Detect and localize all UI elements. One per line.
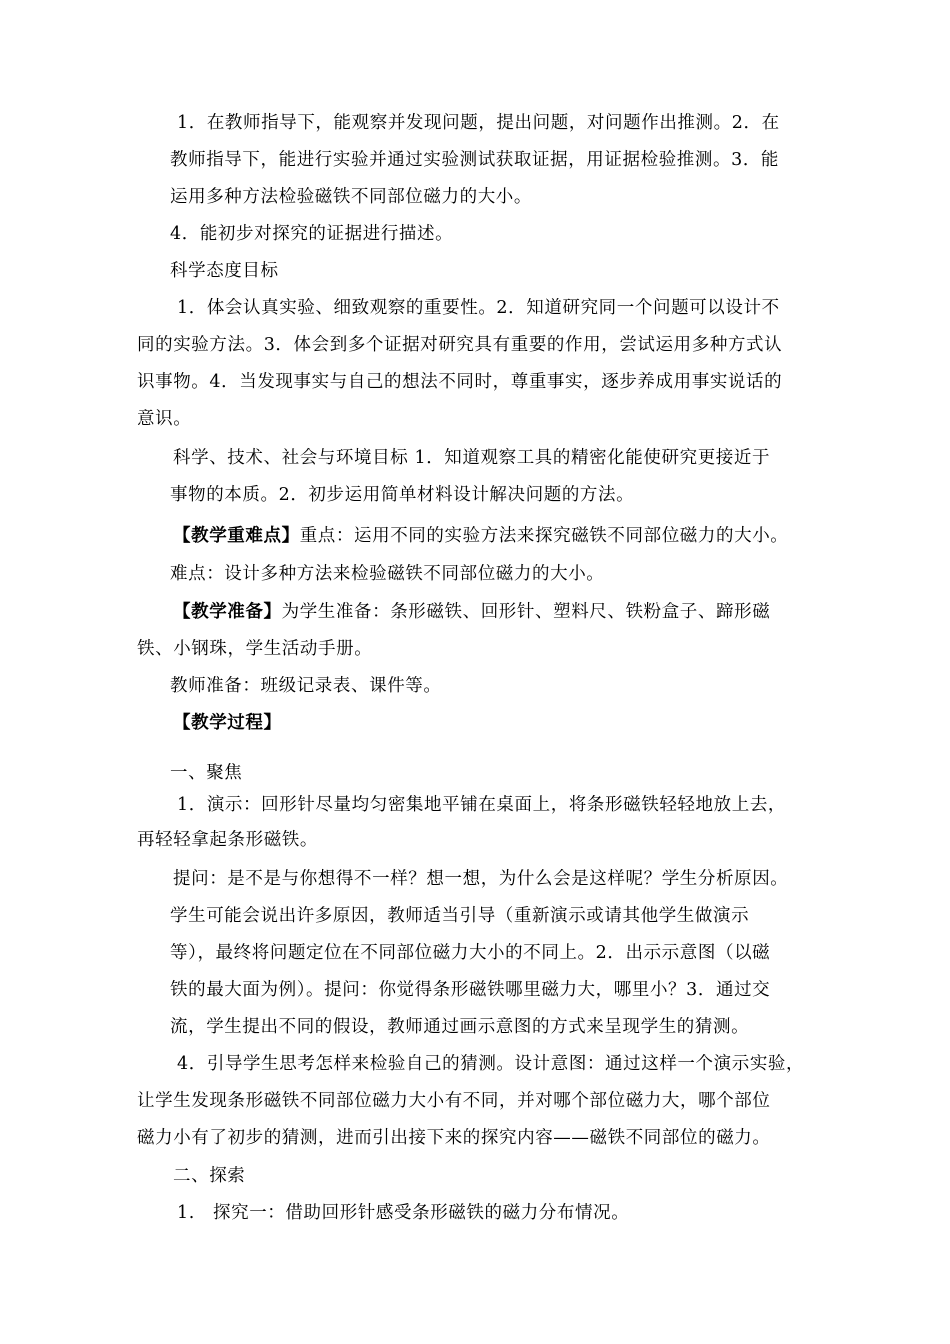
paragraph-line: 4．引导学生思考怎样来检验自己的猜测。设计意图：通过这样一个演示实验， [177,1054,805,1074]
paragraph-line: 4．能初步对探究的证据进行描述。 [170,224,454,244]
key-points-text: 重点：运用不同的实验方法来探究磁铁不同部位磁力的大小。 [299,526,789,546]
process-heading: 【教学过程】 [173,713,282,733]
paragraph-line: 等），最终将问题定位在不同部位磁力大小的不同上。2．出示示意图（以磁 [170,943,771,963]
key-points-line [173,524,788,548]
paragraph-line: 科学、技术、社会与环境目标 1．知道观察工具的精密化能使研究更接近于 [173,448,771,468]
paragraph-line: 铁、小钢珠，学生活动手册。 [137,639,373,659]
paragraph-line: 意识。 [137,409,192,429]
paragraph-line: 教师准备：班级记录表、课件等。 [170,676,442,696]
paragraph-line: 同的实验方法。3．体会到多个证据对研究具有重要的作用，尝试运用多种方式认 [137,335,783,355]
paragraph-line: 学生可能会说出许多原因，教师适当引导（重新演示或请其他学生做演示 [170,906,750,926]
paragraph-line: 让学生发现条形磁铁不同部位磁力大小有不同，并对哪个部位磁力大，哪个部位 [137,1091,771,1111]
paragraph-line: 事物的本质。2．初步运用简单材料设计解决问题的方法。 [170,485,635,505]
paragraph-line: 再轻轻拿起条形磁铁。 [137,830,318,850]
paragraph-line: 识事物。4．当发现事实与自己的想法不同时，尊重事实，逐步养成用事实说话的 [137,372,783,392]
paragraph-line: 教师指导下，能进行实验并通过实验测试获取证据，用证据检验推测。3．能 [170,150,780,170]
section-heading: 一、聚焦 [170,763,243,783]
preparation-line [173,600,770,624]
paragraph-line: 运用多种方法检验磁铁不同部位磁力的大小。 [170,187,532,207]
section-heading: 科学态度目标 [170,261,279,281]
paragraph-line: 铁的最大面为例）。提问：你觉得条形磁铁哪里磁力大，哪里小？3．通过交 [170,980,771,1000]
paragraph-line: 提问：是不是与你想得不一样？想一想，为什么会是这样呢？学生分析原因。 [173,869,789,889]
paragraph-line: 1．体会认真实验、细致观察的重要性。2．知道研究同一个问题可以设计不 [177,298,780,318]
preparation-text: 为学生准备：条形磁铁、回形针、塑料尺、铁粉盒子、蹄形磁 [281,602,771,622]
paragraph-line: 流，学生提出不同的假设，教师通过画示意图的方式来呈现学生的猜测。 [170,1017,750,1037]
paragraph-line: 1．演示：回形针尽量均匀密集地平铺在桌面上，将条形磁铁轻轻地放上去， [177,795,787,815]
preparation-heading: 【教学准备】 [173,602,282,622]
paragraph-line: 磁力小有了初步的猜测，进而引出接下来的探究内容——磁铁不同部位的磁力。 [137,1128,771,1148]
section-heading: 二、探索 [173,1166,246,1186]
paragraph-line: 1．在教师指导下，能观察并发现问题，提出问题，对问题作出推测。2．在 [177,113,780,133]
key-points-heading: 【教学重难点】 [173,526,300,546]
paragraph-line: 难点：设计多种方法来检验磁铁不同部位磁力的大小。 [170,564,605,584]
paragraph-line: 1. 探究一：借助回形针感受条形磁铁的磁力分布情况。 [177,1203,630,1223]
